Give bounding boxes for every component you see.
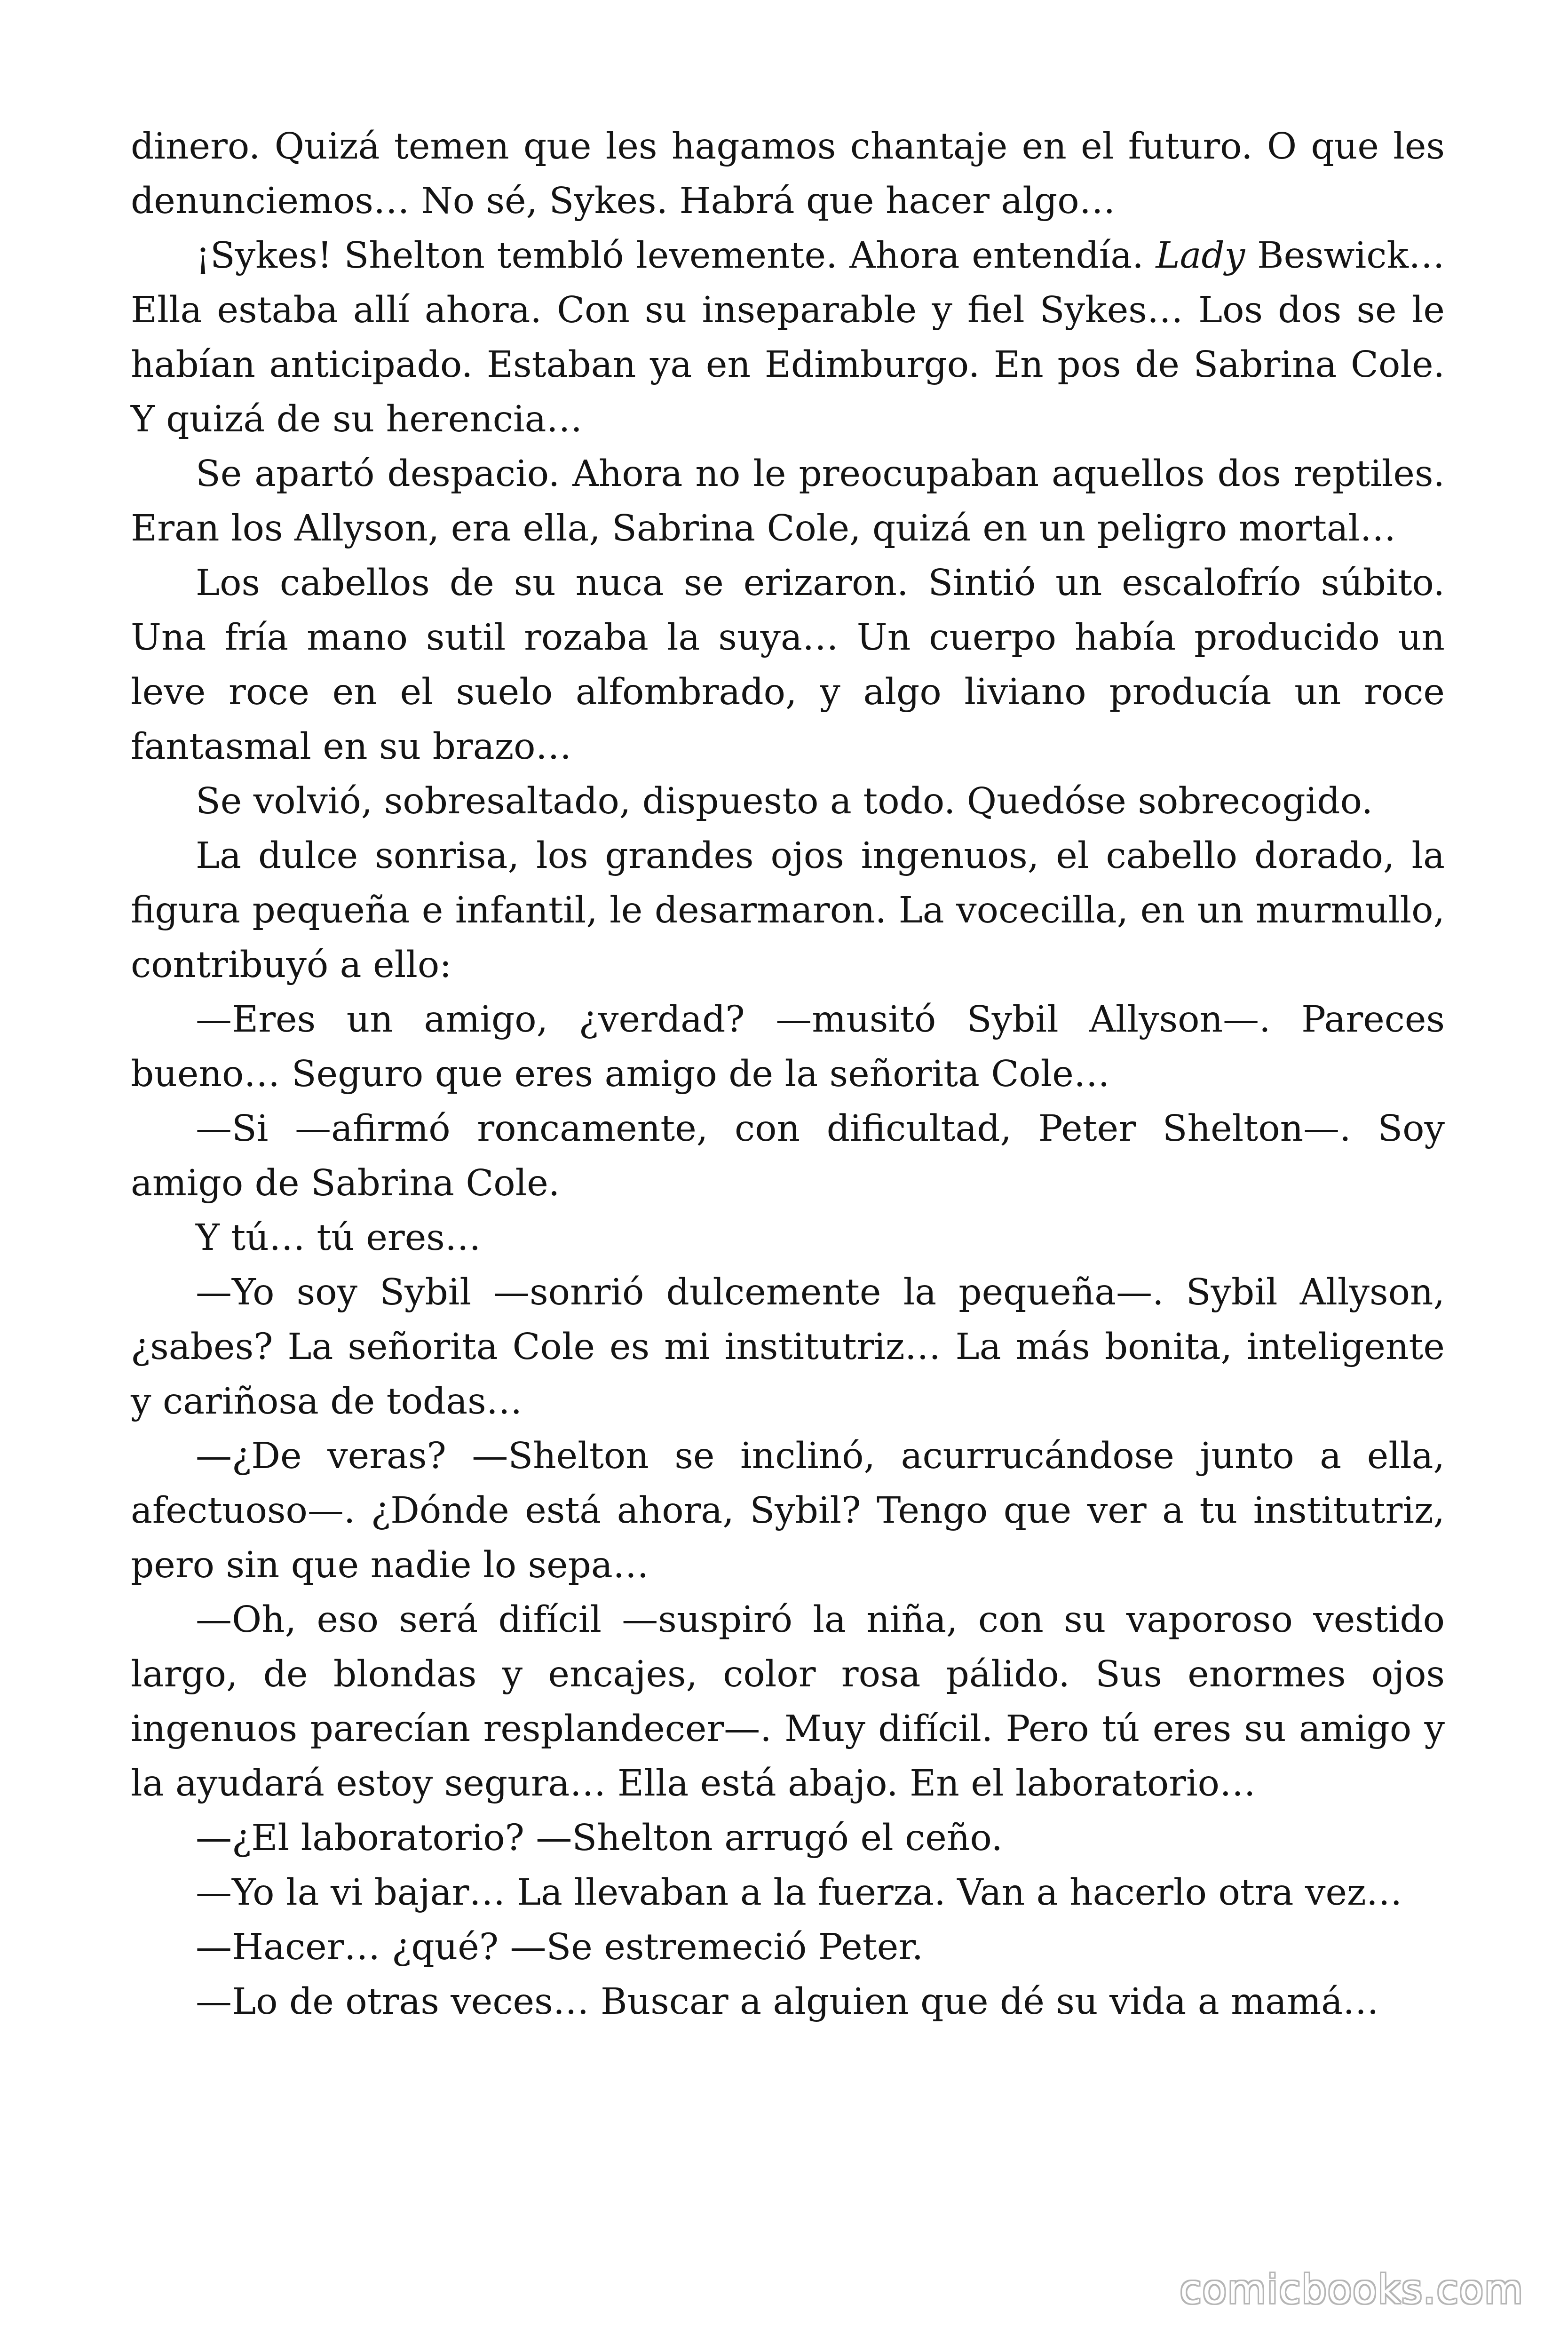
paragraph-9: Y tú… tú eres…	[196, 1217, 481, 1259]
paragraph-6: La dulce sonrisa, los grandes ojos ingenuos, el cabello dorado, la figura pequeña e infantil, le desarmaron. La vocecilla, en un murmullo, contribuyó a ello:	[131, 835, 1445, 986]
paragraph-11: —¿De veras? —Shelton se inclinó, acurrucándose junto a ella, afectuoso—. ¿Dónde está ahora, Sybil? Tengo que ver a tu institutriz, pero sin que nadie lo sepa…	[131, 1435, 1445, 1586]
paragraph-5: Se volvió, sobresaltado, dispuesto a todo. Quedóse sobrecogido.	[196, 780, 1373, 822]
paragraph-4: Los cabellos de su nuca se erizaron. Sintió un escalofrío súbito. Una fría mano sutil rozaba la suya… Un cuerpo había producido un leve roce en el suelo alfombrado, y algo liviano producía un roce fantasmal en su brazo…	[131, 562, 1445, 768]
paragraph-12: —Oh, eso será difícil —suspiró la niña, con su vaporoso vestido largo, de blondas y encajes, color rosa pálido. Sus enormes ojos ingenuos parecían resplandecer—. Muy difícil. Pero tú eres su amigo y la ayudará estoy segura… Ella está abajo. En el laboratorio…	[131, 1599, 1445, 1804]
paragraph-1: dinero. Quizá temen que les hagamos chantaje en el futuro. O que les denunciemos… No sé, Sykes. Habrá que hacer algo…	[131, 126, 1445, 222]
watermark-logo: comicbooks.com	[1180, 2266, 1524, 2312]
paragraph-10: —Yo soy Sybil —sonrió dulcemente la pequeña—. Sybil Allyson, ¿sabes? La señorita Cole es mi institutriz… La más bonita, inteligente y cariñosa de todas…	[131, 1271, 1445, 1422]
paragraph-2	[131, 229, 1445, 447]
paragraph-2-part-1: ¡Sykes! Shelton tembló levemente. Ahora entendía.	[196, 235, 1156, 277]
paragraph-16: —Lo de otras veces… Buscar a alguien que dé su vida a mamá…	[196, 1981, 1379, 2023]
book-page-text	[131, 119, 1445, 2029]
paragraph-7: —Eres un amigo, ¿verdad? —musitó Sybil Allyson—. Pareces bueno… Seguro que eres amigo de la señorita Cole…	[131, 999, 1445, 1095]
paragraph-14: —Yo la vi bajar… La llevaban a la fuerza. Van a hacerlo otra vez…	[196, 1872, 1402, 1914]
paragraph-3: Se apartó despacio. Ahora no le preocupaban aquellos dos reptiles. Eran los Allyson, era ella, Sabrina Cole, quizá en un peligro mortal…	[131, 453, 1445, 549]
paragraph-2-italic-lady: Lady	[1156, 235, 1245, 277]
paragraph-2-part-2: Beswick… Ella estaba allí ahora. Con su inseparable y fiel Sykes… Los dos se le habían anticipado. Estaban ya en Edimburgo. En pos de Sabrina Cole. Y quizá de su herencia…	[131, 235, 1445, 440]
paragraph-15: —Hacer… ¿qué? —Se estremeció Peter.	[196, 1926, 924, 1968]
paragraph-13: —¿El laboratorio? —Shelton arrugó el ceño.	[196, 1817, 1003, 1859]
paragraph-8: —Si —afirmó roncamente, con dificultad, Peter Shelton—. Soy amigo de Sabrina Cole.	[131, 1108, 1445, 1204]
